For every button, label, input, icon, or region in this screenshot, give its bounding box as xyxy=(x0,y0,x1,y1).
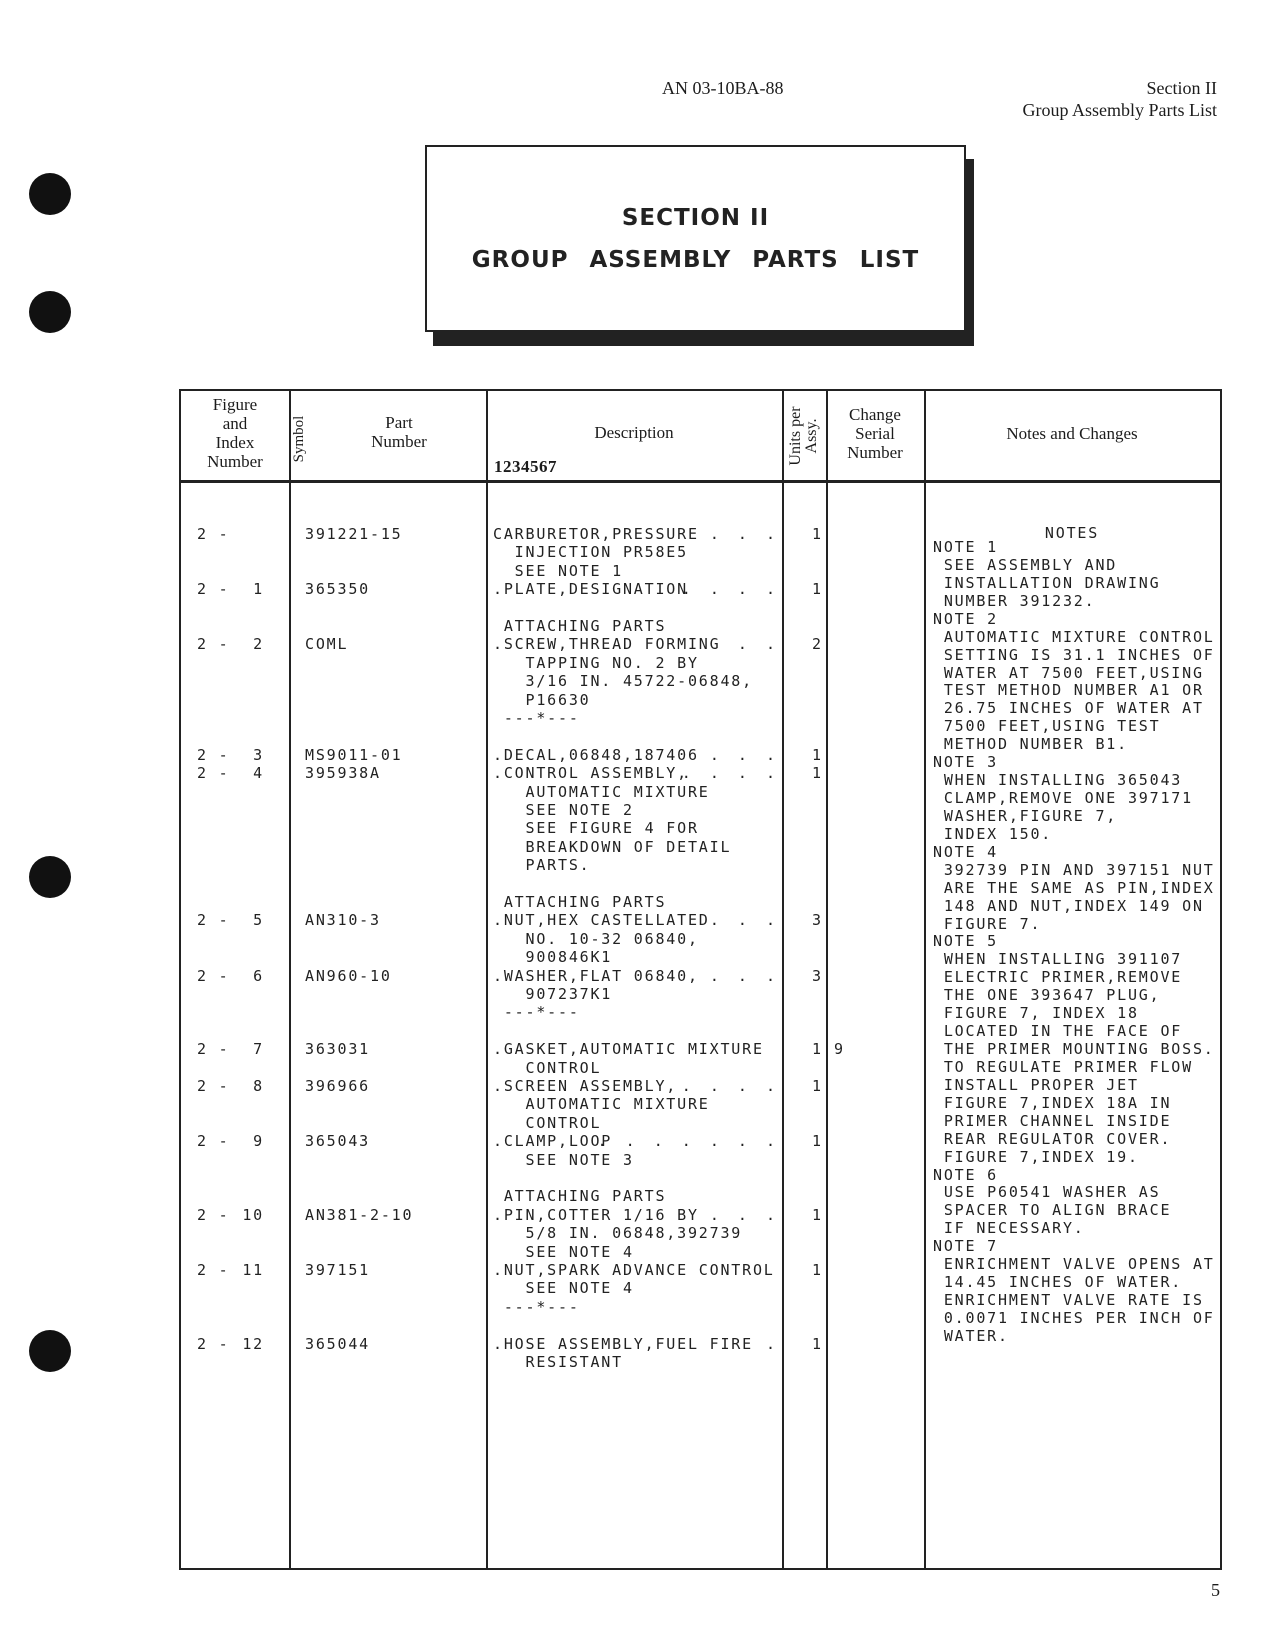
description-line: .NUT,HEX CASTELLATED xyxy=(493,911,710,930)
index-number: 5 xyxy=(253,911,264,930)
description-line: SEE NOTE 3 xyxy=(493,1150,634,1169)
description-line: 5/8 IN. 06848,392739 xyxy=(493,1224,743,1243)
index-number: 2 xyxy=(253,635,264,654)
description-line: P16630 xyxy=(493,690,591,709)
units-per-assy: 2 xyxy=(812,635,823,654)
leader-dots: . . xyxy=(737,635,780,654)
part-number: AN381-2-10 xyxy=(305,1205,414,1224)
separator-line: ATTACHING PARTS xyxy=(493,893,667,911)
note-line: WASHER,FIGURE 7, xyxy=(933,806,1118,825)
leader-dots: . . . . xyxy=(681,580,780,599)
description-line: SEE FIGURE 4 FOR xyxy=(493,819,699,838)
part-number: 365043 xyxy=(305,1132,370,1151)
units-per-assy: 1 xyxy=(812,1205,823,1224)
col-header-figure: Figure and Index Number xyxy=(207,395,263,471)
note-line: 14.45 INCHES OF WATER. xyxy=(933,1273,1183,1292)
units-per-assy: 1 xyxy=(812,1077,823,1095)
description-line: .SCREEN ASSEMBLY, xyxy=(493,1077,678,1095)
part-number: AN310-3 xyxy=(305,911,381,930)
col-header-change-serial: Change Serial Number xyxy=(847,405,903,462)
description-line: .PIN,COTTER 1/16 BY xyxy=(493,1205,699,1224)
note-line: SPACER TO ALIGN BRACE xyxy=(933,1201,1172,1220)
index-number: 4 xyxy=(253,764,264,783)
part-number: 391221-15 xyxy=(305,525,403,543)
note-line: FIGURE 7. xyxy=(933,914,1042,933)
note-line: IF NECESSARY. xyxy=(933,1219,1085,1238)
description-line: SEE NOTE 1 xyxy=(493,561,623,580)
part-number: COML xyxy=(305,635,349,654)
description-line: 900846K1 xyxy=(493,948,613,967)
note-line: INSTALLATION DRAWING xyxy=(933,573,1161,592)
binder-hole xyxy=(29,856,71,898)
units-per-assy: 1 xyxy=(812,764,823,783)
description-line: .CLAMP,LOOP xyxy=(493,1132,613,1151)
note-line: WHEN INSTALLING 365043 xyxy=(933,771,1183,790)
part-number: 365350 xyxy=(305,580,370,599)
description-line: AUTOMATIC MIXTURE xyxy=(493,782,710,801)
note-line: NOTE 4 xyxy=(933,842,998,861)
note-line: TEST METHOD NUMBER A1 OR xyxy=(933,681,1204,700)
description-line: .DECAL,06848,187406 xyxy=(493,745,699,764)
leader-dots: . . . xyxy=(709,745,780,764)
notes-heading: NOTES xyxy=(1044,524,1100,542)
note-line: FIGURE 7, INDEX 18 xyxy=(933,1004,1139,1023)
note-line: WHEN INSTALLING 391107 xyxy=(933,950,1183,969)
leader-dots: . . . xyxy=(709,911,780,930)
units-per-assy: 1 xyxy=(812,1261,823,1279)
figure-number: 2 - xyxy=(197,1040,230,1059)
note-line: PRIMER CHANNEL INSIDE xyxy=(933,1111,1172,1130)
page-number: 5 xyxy=(1211,1580,1220,1600)
description-line: BREAKDOWN OF DETAIL xyxy=(493,837,732,856)
description-line: RESISTANT xyxy=(493,1353,623,1371)
index-number: 7 xyxy=(253,1040,264,1059)
note-line: NOTE 5 xyxy=(933,932,998,951)
figure-number: 2 - xyxy=(197,764,230,783)
index-number: 8 xyxy=(253,1077,264,1095)
note-line: THE ONE 393647 PLUG, xyxy=(933,986,1161,1005)
index-number: 3 xyxy=(253,745,264,764)
leader-dots: . . . . . . . xyxy=(597,1132,780,1151)
units-per-assy: 1 xyxy=(812,1132,823,1151)
description-line: TAPPING NO. 2 BY xyxy=(493,653,699,672)
note-line: SETTING IS 31.1 INCHES OF xyxy=(933,645,1215,664)
note-line: 0.0071 INCHES PER INCH OF xyxy=(933,1308,1215,1327)
title-line-2: GROUP ASSEMBLY PARTS LIST xyxy=(471,247,920,273)
description-line: 907237K1 xyxy=(493,985,613,1003)
index-number: 11 xyxy=(242,1261,264,1279)
note-line: ENRICHMENT VALVE RATE IS xyxy=(933,1291,1204,1310)
note-line: 148 AND NUT,INDEX 149 ON xyxy=(933,896,1204,915)
index-number: 10 xyxy=(242,1205,264,1224)
units-per-assy: 1 xyxy=(812,745,823,764)
col-header-units: Units per Assy. xyxy=(787,406,820,466)
note-line: CLAMP,REMOVE ONE 397171 xyxy=(933,789,1193,808)
separator-line: ---*--- xyxy=(493,1003,580,1022)
note-line: INSTALL PROPER JET xyxy=(933,1075,1139,1094)
units-per-assy: 1 xyxy=(812,1040,823,1059)
note-line: NOTE 6 xyxy=(933,1165,998,1184)
description-line: AUTOMATIC MIXTURE xyxy=(493,1095,710,1114)
leader-dots: . . . . xyxy=(681,764,780,783)
note-line: METHOD NUMBER B1. xyxy=(933,735,1128,754)
document-number: AN 03-10BA-88 xyxy=(662,78,784,98)
figure-number: 2 - xyxy=(197,1132,230,1151)
units-per-assy: 1 xyxy=(812,1334,823,1353)
part-number: MS9011-01 xyxy=(305,745,403,764)
description-line: .HOSE ASSEMBLY,FUEL FIRE xyxy=(493,1334,753,1353)
figure-number: 2 - xyxy=(197,635,230,654)
col-header-symbol: Symbol xyxy=(291,415,307,463)
separator-line: ATTACHING PARTS xyxy=(493,1187,667,1206)
note-line: NOTE 3 xyxy=(933,753,998,772)
part-number: AN960-10 xyxy=(305,966,392,985)
units-per-assy: 3 xyxy=(812,966,823,985)
part-number: 365044 xyxy=(305,1334,370,1353)
description-line: .PLATE,DESIGNATION xyxy=(493,580,688,599)
figure-number: 2 - xyxy=(197,580,230,599)
figure-number: 2 - xyxy=(197,1205,230,1224)
leader-dots: . . . xyxy=(709,1205,780,1224)
note-line: ARE THE SAME AS PIN,INDEX xyxy=(933,878,1215,897)
index-number: 1 xyxy=(253,580,264,599)
description-line: CONTROL xyxy=(493,1113,602,1132)
description-line: .WASHER,FLAT 06840, xyxy=(493,966,699,985)
note-line: NOTE 1 xyxy=(933,538,998,556)
description-line: .CONTROL ASSEMBLY, xyxy=(493,764,688,783)
note-line: WATER. xyxy=(933,1326,1009,1345)
leader-dots: . xyxy=(765,1334,780,1353)
index-number: 12 xyxy=(242,1334,264,1353)
note-line: 7500 FEET,USING TEST xyxy=(933,717,1161,736)
note-line: AUTOMATIC MIXTURE CONTROL xyxy=(933,627,1215,646)
binder-hole xyxy=(29,1330,71,1372)
figure-number: 2 - xyxy=(197,1334,230,1353)
section-title: Group Assembly Parts List xyxy=(1022,100,1217,120)
col-header-description: Description xyxy=(594,423,674,442)
description-line: CARBURETOR,PRESSURE xyxy=(493,525,699,543)
description-line: .SCREW,THREAD FORMING xyxy=(493,635,721,654)
note-line: FIGURE 7,INDEX 18A IN xyxy=(933,1093,1172,1112)
note-line: NUMBER 391232. xyxy=(933,591,1096,610)
note-line: NOTE 7 xyxy=(933,1237,998,1256)
title-line-1: SECTION II xyxy=(621,205,770,231)
note-line: USE P60541 WASHER AS xyxy=(933,1183,1161,1202)
indent-key: 1234567 xyxy=(494,457,557,476)
description-line: .NUT,SPARK ADVANCE CONTROL xyxy=(493,1261,775,1279)
units-per-assy: 1 xyxy=(812,580,823,599)
description-line: SEE NOTE 4 xyxy=(493,1242,634,1261)
separator-line: ---*--- xyxy=(493,709,580,727)
figure-number: 2 - xyxy=(197,525,230,543)
note-line: LOCATED IN THE FACE OF xyxy=(933,1022,1183,1041)
leader-dots: . . . xyxy=(709,525,780,543)
section-title-box xyxy=(425,145,966,332)
leader-dots: . . . xyxy=(709,966,780,985)
col-header-part: Part Number xyxy=(371,413,427,451)
note-line: TO REGULATE PRIMER FLOW xyxy=(933,1057,1193,1076)
part-number: 363031 xyxy=(305,1040,370,1059)
description-line: 3/16 IN. 45722-06848, xyxy=(493,672,753,691)
col-header-notes: Notes and Changes xyxy=(1006,424,1138,443)
units-per-assy: 3 xyxy=(812,911,823,930)
description-line: CONTROL xyxy=(493,1058,602,1077)
change-serial: 9 xyxy=(834,1040,845,1059)
figure-number: 2 - xyxy=(197,1077,230,1095)
index-number: 9 xyxy=(253,1132,264,1151)
figure-number: 2 - xyxy=(197,745,230,764)
separator-line: ---*--- xyxy=(493,1297,580,1316)
note-line: 392739 PIN AND 397151 NUT xyxy=(933,860,1215,879)
description-line: PARTS. xyxy=(493,856,591,875)
units-per-assy: 1 xyxy=(812,525,823,543)
note-line: WATER AT 7500 FEET,USING xyxy=(933,663,1204,682)
description-line: SEE NOTE 2 xyxy=(493,801,634,819)
description-line: SEE NOTE 4 xyxy=(493,1279,634,1298)
separator-line: ATTACHING PARTS xyxy=(493,617,667,635)
binder-hole xyxy=(29,173,71,215)
binder-hole xyxy=(29,291,71,333)
note-line: 26.75 INCHES OF WATER AT xyxy=(933,699,1204,718)
description-line: .GASKET,AUTOMATIC MIXTURE xyxy=(493,1040,764,1059)
section-label: Section II xyxy=(1146,78,1217,98)
note-line: INDEX 150. xyxy=(933,824,1053,843)
figure-number: 2 - xyxy=(197,966,230,985)
note-line: THE PRIMER MOUNTING BOSS. xyxy=(933,1040,1215,1059)
note-line: FIGURE 7,INDEX 19. xyxy=(933,1147,1139,1166)
figure-number: 2 - xyxy=(197,1261,230,1279)
index-number: 6 xyxy=(253,966,264,985)
note-line: ELECTRIC PRIMER,REMOVE xyxy=(933,968,1183,987)
leader-dots: . . . . xyxy=(681,1077,780,1095)
note-line: NOTE 2 xyxy=(933,609,998,628)
part-number: 397151 xyxy=(305,1261,370,1279)
figure-number: 2 - xyxy=(197,911,230,930)
part-number: 396966 xyxy=(305,1077,370,1095)
note-line: ENRICHMENT VALVE OPENS AT xyxy=(933,1255,1215,1274)
description-line: NO. 10-32 06840, xyxy=(493,929,699,948)
note-line: SEE ASSEMBLY AND xyxy=(933,555,1118,574)
part-number: 395938A xyxy=(305,764,381,783)
note-line: REAR REGULATOR COVER. xyxy=(933,1129,1172,1148)
description-line: INJECTION PR58E5 xyxy=(493,543,688,562)
